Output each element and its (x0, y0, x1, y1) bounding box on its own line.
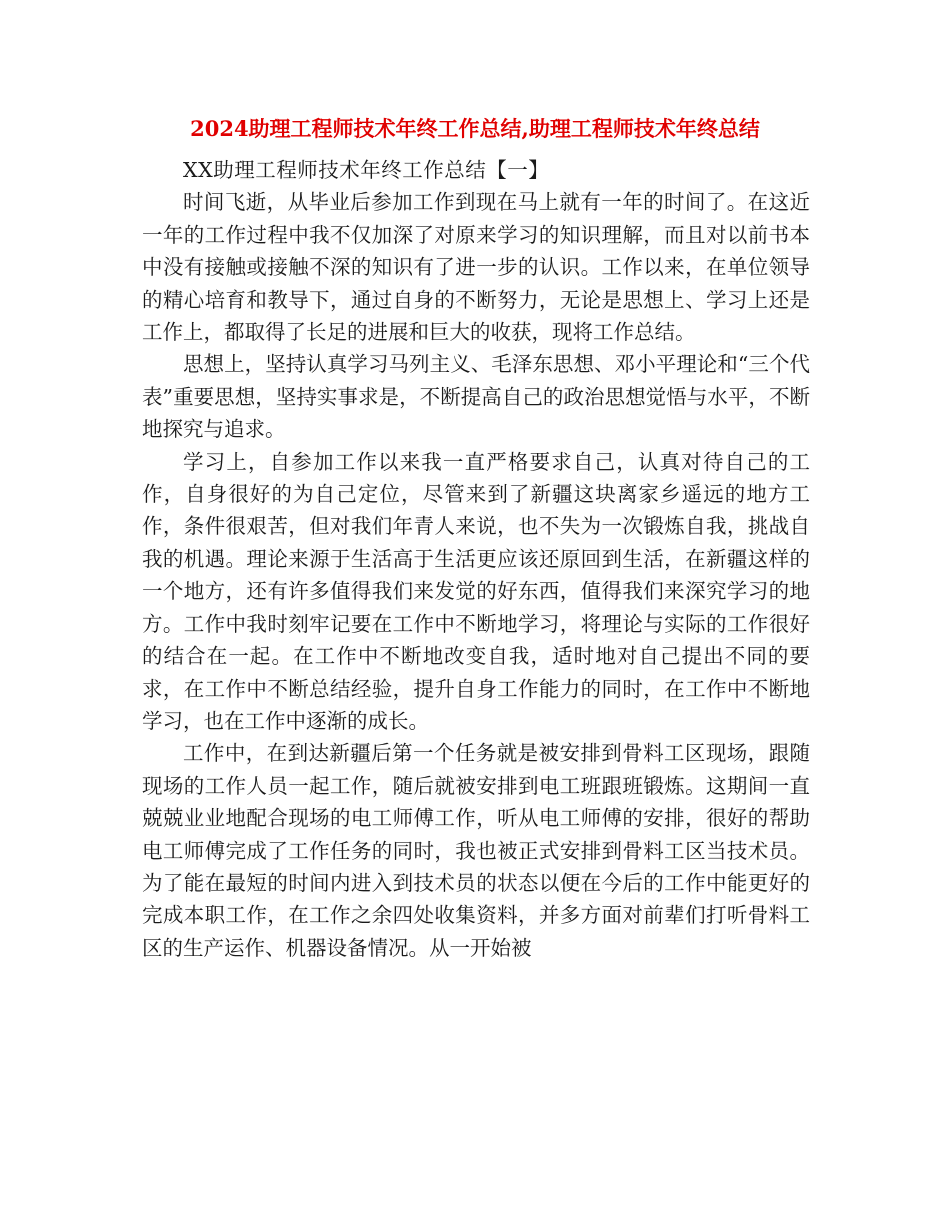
paragraph-intro: 时间飞逝，从毕业后参加工作到现在马上就有一年的时间了。在这近一年的工作过程中我不仅加深了对原来学习的知识理解，而且对以前书本中没有接触或接触不深的知识有了进一步的认识。工作以来，在单位领导的精心培育和教导下，通过自身的不断努力，无论是思想上、学习上还是工作上，都取得了长足的进展和巨大的收获，现将工作总结。 (142, 190, 810, 345)
paragraph-work: 工作中，在到达新疆后第一个任务就是被安排到骨料工区现场，跟随现场的工作人员一起工作，随后就被安排到电工班跟班锻炼。这期间一直兢兢业业地配合现场的电工师傅工作，听从电工师傅的安排，很好的帮助电工师傅完成了工作任务的同时，我也被正式安排到骨料工区当技术员。为了能在最短的时间内进入到技术员的状态以便在今后的工作中能更好的完成本职工作，在工作之余四处收集资料，并多方面对前辈们打听骨料工区的生产运作、机器设备情况。从一开始被 (142, 741, 810, 960)
document-title: 2024助理工程师技术年终工作总结,助理工程师技术年终总结 (190, 116, 760, 141)
document-body (142, 154, 810, 964)
paragraph-ideology: 思想上，坚持认真学习马列主义、毛泽东思想、邓小平理论和“三个代表”重要思想，坚持实事求是，不断提高自己的政治思想觉悟与水平，不断地探究与追求。 (142, 352, 810, 442)
section-heading: XX助理工程师技术年终工作总结【一】 (183, 158, 550, 182)
paragraph-study: 学习上，自参加工作以来我一直严格要求自己，认真对待自己的工作，自身很好的为自己定位，尽管来到了新疆这块离家乡遥远的地方工作，条件很艰苦，但对我们年青人来说，也不失为一次锻炼自我，挑战自我的机遇。理论来源于生活高于生活更应该还原回到生活，在新疆这样的一个地方，还有许多值得我们来发觉的好东西，值得我们来深究学习的地方。工作中我时刻牢记要在工作中不断地学习，将理论与实际的工作很好的结合在一起。在工作中不断地改变自我，适时地对自己提出不同的要求，在工作中不断总结经验，提升自身工作能力的同时，在工作中不断地学习，也在工作中逐渐的成长。 (142, 449, 810, 733)
